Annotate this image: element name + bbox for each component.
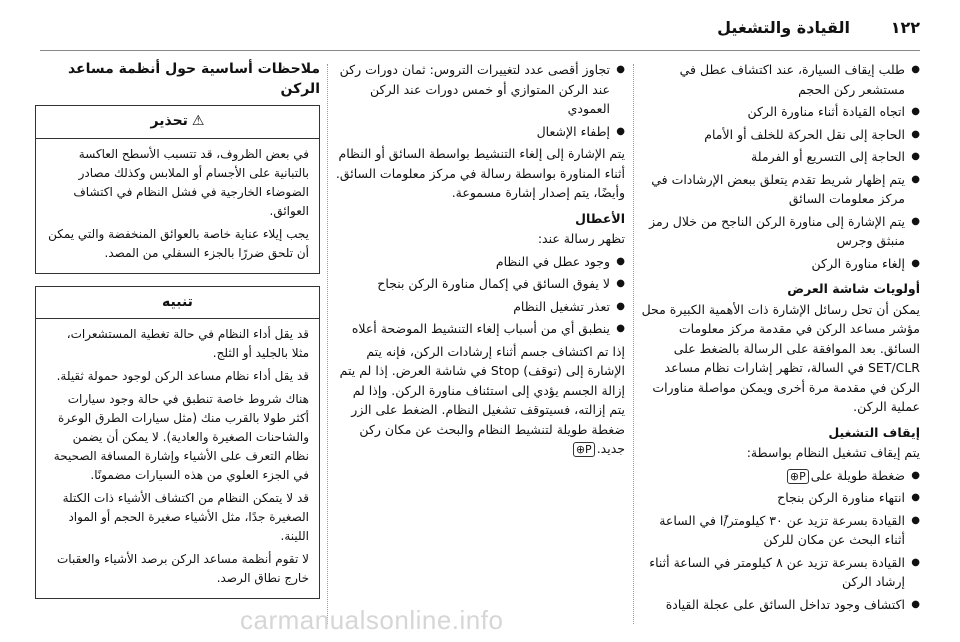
list-item: ● القيادة بسرعة تزيد عن ٣٠ كيلومتر/ًا في الساعة أثناء البحث عن مكان للركن [635, 511, 920, 550]
list-item: ● يتم إظهار شريط تقدم يتعلق ببعض الإرشادات في مركز معلومات السائق [635, 170, 920, 209]
column-divider [633, 64, 634, 624]
faults-intro: تظهر رسالة عند: [537, 231, 625, 246]
warning-triangle-icon: ⚠ [191, 113, 205, 129]
section-title: ملاحظات أساسية حول أنظمة مساعد الركن [67, 61, 320, 97]
page-header [40, 18, 920, 46]
notice-paragraph: قد يقل أداء نظام مساعد الركن لوجود حمولة ثقيلة. [56, 369, 309, 383]
list-item: ● تعذر تشغيل النظام [335, 297, 625, 317]
column-middle [335, 60, 625, 462]
list-item: ● تجاوز أقصى عدد لتغييرات التروس: ثمان دورات ركن عند الركن المتوازي أو خمس دورات عند الركن العمودي [335, 60, 625, 119]
guidance-list [635, 60, 920, 273]
faults-list [335, 252, 625, 339]
notice-body [36, 319, 319, 598]
watermark: carmanualsonline.info [240, 605, 504, 635]
deactivation-heading: إيقاف التشغيل [828, 424, 920, 440]
warning-box [35, 105, 320, 274]
column-divider [327, 64, 328, 624]
list-item: ● إلغاء مناورة الركن [635, 254, 920, 274]
cancel-reasons-list [335, 60, 625, 141]
object-detect-paragraph: إذا تم اكتشاف جسم أثناء إرشادات الركن، فإنه يتم الإشارة إلى (توقف) Stop في شاشة العرض. إذا لم يتم إزالة الجسم يؤدي إلى استئناف مناورة الركن. وإذا لم يتم إزالته، فسيتوقف تشغيل النظام. الضغط على الزر ضغطة طويلة لتنشيط النظام والبحث عن مكان ركن جديد.P⊕ [339, 343, 625, 456]
page-number: ١٢٢ [890, 18, 920, 37]
list-item: ● انتهاء مناورة الركن بنجاح [635, 488, 920, 508]
park-assist-button-icon: P⊕ [787, 469, 809, 484]
list-item: ● القيادة بسرعة تزيد عن ٨ كيلومتر في الساعة أثناء إرشاد الركن [635, 553, 920, 592]
header-divider [40, 50, 920, 51]
list-item: ● الحاجة إلى التسريع أو الفرملة [635, 147, 920, 167]
list-item: ● الحاجة إلى نقل الحركة للخلف أو الأمام [635, 125, 920, 145]
list-item: ● لا يفوق السائق في إكمال مناورة الركن بنجاح [335, 274, 625, 294]
cancel-paragraph: يتم الإشارة إلى إلغاء التنشيط بواسطة السائق أو النظام أثناء المناورة بواسطة رسالة في مركز معلومات السائق. وأيضًا، يتم إصدار إشارة مسموعة. [335, 146, 625, 200]
faults-heading: الأعطال [575, 210, 625, 226]
notice-paragraph: لا تقوم أنظمة مساعد الركن برصد الأشياء والعقبات خارج نطاق الرصد. [57, 552, 309, 585]
notice-paragraph: هناك شروط خاصة تنطبق في حالة وجود سيارات أكثر طولا بالقرب منك (مثل سيارات الطرق الوعرة والشاحنات الصغيرة والعادية). لا يمكن أن يضمن نظام التعرف على الأشياء وإشارة المسافة الصحيحة في الجزء العلوي من هذه السيارات مضمونًا. [53, 392, 309, 482]
column-left [35, 60, 320, 611]
park-assist-button-icon: P⊕ [573, 442, 595, 457]
deactivation-intro: يتم إيقاف تشغيل النظام بواسطة: [746, 445, 920, 460]
notice-header: تنبيه [36, 287, 319, 320]
list-item: ● اكتشاف وجود تداخل السائق على عجلة القيادة [635, 595, 920, 615]
warning-paragraph: يجب إيلاء عناية خاصة بالعوائق المنخفضة والتي يمكن أن تلحق ضررًا بالجزء السفلي من المصد. [48, 226, 309, 260]
list-item: ● اتجاه القيادة أثناء مناورة الركن [635, 102, 920, 122]
warning-paragraph: في بعض الظروف، قد تتسبب الأسطح العاكسة بالتبانية على الأجسام أو الملابس وكذلك مصادر الضوضاء الخارجية في فشل النظام في اكتشاف العوائق. [73, 146, 309, 218]
list-item: ● وجود عطل في النظام [335, 252, 625, 272]
notice-box [35, 286, 320, 600]
deactivation-list [635, 466, 920, 615]
warning-body [36, 139, 319, 273]
priority-text: يمكن أن تحل رسائل الإشارة ذات الأهمية الكبيرة محل مؤشر مساعد الركن في مقدمة مركز معلومات السائق. بعد الموافقة على الرسالة بالضغط على SET/CLR في السالة، تظهر إشارات نظام مساعد الركن في مقدمة مرة أخرى ويمكن مواصلة مناورات عملية الركن. [641, 301, 920, 414]
list-item: ● يتم الإشارة إلى مناورة الركن الناجح من خلال رمز منبثق وجرس [635, 212, 920, 251]
list-item: ● ينطبق أي من أسباب إلغاء التنشيط الموضحة أعلاه [335, 319, 625, 339]
priority-heading: أولويات شاشة العرض [787, 281, 920, 296]
list-item: ● طلب إيقاف السيارة، عند اكتشاف عطل في مستشعر ركن الحجم [635, 60, 920, 99]
chapter-title: القيادة والتشغيل [717, 18, 850, 37]
list-item: ● إطفاء الإشعال [335, 122, 625, 142]
notice-paragraph: قد يقل أداء النظام في حالة تغطية المستشعرات، مثلا بالجليد أو الثلج. [66, 327, 309, 360]
warning-header: ⚠تحذير [36, 106, 319, 139]
list-item: ● ضغطة طويلة علىP⊕ [635, 466, 920, 486]
column-right [635, 60, 920, 617]
notice-paragraph: قد لا يتمكن النظام من اكتشاف الأشياء ذات الكتلة الصغيرة جدًا، مثل الأشياء صغيرة الحجم أو المواد اللينة. [62, 491, 309, 543]
